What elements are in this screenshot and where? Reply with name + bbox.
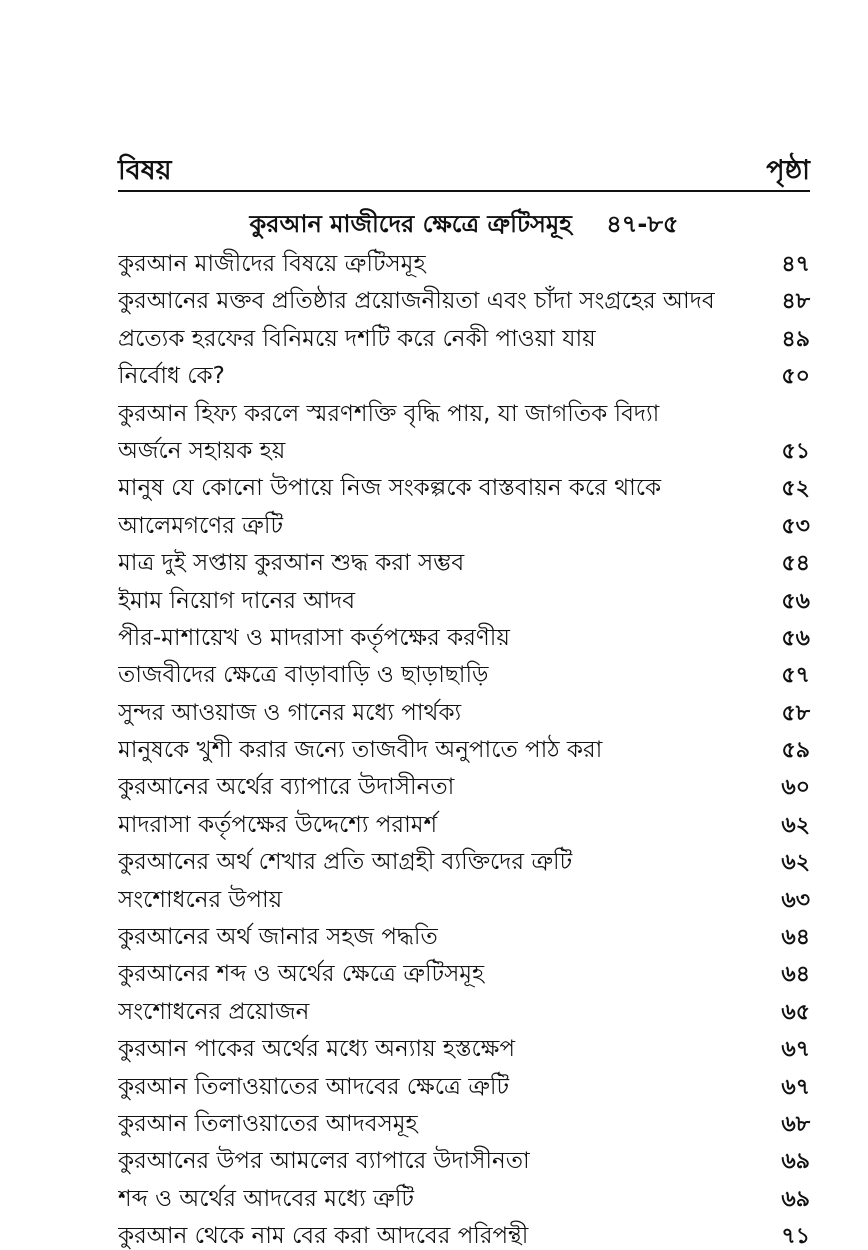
toc-entry (118, 1106, 810, 1143)
toc-entry-title (118, 732, 740, 769)
toc-entry-title (118, 358, 740, 395)
toc-entry (118, 1069, 810, 1106)
page-column-label: পৃষ্ঠা (766, 155, 810, 186)
toc-entry (118, 1031, 810, 1068)
toc-entry (118, 956, 810, 993)
toc-entry-title (118, 1069, 740, 1106)
toc-entry-title-line: মাত্র দুই সপ্তায় কুরআন শুদ্ধ করা সম্ভব (118, 550, 465, 577)
toc-entry-page: ৫৯ (781, 738, 810, 764)
section-heading (118, 206, 810, 242)
toc-entry-title (118, 396, 740, 471)
toc-entry-title (118, 1181, 740, 1218)
toc-entry (118, 695, 810, 732)
toc-entry-page: ৬৮ (781, 1111, 810, 1137)
toc-entry (118, 1218, 810, 1250)
toc-entry-page: ৬৩ (781, 887, 810, 913)
toc-entry-page: ৬২ (781, 850, 810, 876)
toc-entry-title (118, 470, 740, 507)
toc-entry-title-line: সুন্দর আওয়াজ ও গানের মধ্যে পার্থক্য (118, 699, 462, 726)
toc-entry-title-line: নির্বোধ কে? (118, 363, 225, 390)
section-page-range: ৪৭-৮৫ (606, 210, 679, 238)
toc-entry (118, 882, 810, 919)
toc-entry-page: ৫৭ (781, 663, 810, 689)
toc-entries (118, 246, 810, 1250)
toc-entry (118, 283, 810, 320)
toc-entry-title-line: কুরআনের মক্তব প্রতিষ্ঠার প্রয়োজনীয়তা এবং চাঁদা সংগ্রহের আদব (118, 288, 715, 315)
toc-entry-page: ৭১ (781, 1224, 810, 1250)
toc-entry-title (118, 283, 740, 320)
toc-entry-title-line: ইমাম নিয়োগ দানের আদব (118, 587, 356, 614)
toc-entry (118, 1143, 810, 1180)
toc-entry-title-line: কুরআন তিলাওয়াতের আদবের ক্ষেত্রে ত্রুটি (118, 1073, 510, 1100)
toc-entry-title-line: কুরআন পাকের অর্থের মধ্যে অন্যায় হস্তক্ষেপ (118, 1036, 516, 1063)
toc-entry-title (118, 695, 740, 732)
toc-entry-title (118, 919, 740, 956)
toc-entry (118, 583, 810, 620)
toc-entry-title (118, 1218, 740, 1250)
toc-entry (118, 545, 810, 582)
toc-entry-page: ৪৮ (781, 289, 810, 315)
toc-entry-title-line: সংশোধনের উপায় (118, 886, 283, 913)
toc-entry-page: ৫৮ (781, 700, 810, 726)
toc-entry-title (118, 844, 740, 881)
toc-entry-title-line: শব্দ ও অর্থের আদবের মধ্যে ত্রুটি (118, 1185, 414, 1212)
toc-entry (118, 246, 810, 283)
toc-entry-page: ৬৯ (781, 1186, 810, 1212)
header-divider (118, 190, 810, 192)
toc-entry-title-line: মানুষকে খুশী করার জন্যে তাজবীদ অনুপাতে পাঠ করা (118, 737, 603, 764)
toc-entry-title-line: কুরআনের শব্দ ও অর্থের ক্ষেত্রে ত্রুটিসমূহ (118, 961, 485, 988)
toc-entry-title (118, 1106, 740, 1143)
toc-entry-page: ৬০ (781, 775, 810, 801)
toc-entry-title-line: মানুষ যে কোনো উপায়ে নিজ সংকল্পকে বাস্তবায়ন করে থাকে (118, 475, 662, 502)
toc-entry-title (118, 1143, 740, 1180)
toc-entry-page: ৬৭ (781, 1074, 810, 1100)
toc-entry (118, 1181, 810, 1218)
toc-entry-page: ৪৯ (781, 326, 810, 352)
toc-entry-page: ৫৬ (781, 588, 810, 614)
toc-entry-page: ৫৩ (781, 513, 810, 539)
toc-entry-title (118, 1031, 740, 1068)
toc-entry (118, 470, 810, 507)
toc-entry (118, 807, 810, 844)
toc-entry (118, 919, 810, 956)
toc-entry-page: ৬৫ (781, 999, 810, 1025)
toc-entry (118, 508, 810, 545)
toc-entry-page: ৬৭ (781, 1037, 810, 1063)
toc-entry-title-line: কুরআনের অর্থ শেখার প্রতি আগ্রহী ব্যক্তিদের ত্রুটি (118, 849, 573, 876)
toc-entry-title-line: কুরআন তিলাওয়াতের আদবসমূহ (118, 1111, 418, 1137)
toc-entry-title (118, 620, 740, 657)
toc-entry-page: ৬২ (781, 812, 810, 838)
toc-entry-page: ৫১ (781, 438, 810, 464)
toc-entry-title-line: কুরআন থেকে নাম বের করা আদবের পরিপন্থী (118, 1223, 529, 1250)
toc-entry-page: ৪৭ (781, 251, 810, 277)
toc-entry-title (118, 508, 740, 545)
toc-entry-page: ৬৪ (781, 962, 810, 988)
toc-entry-title-line: কুরআনের উপর আমলের ব্যাপারে উদাসীনতা (118, 1148, 530, 1175)
toc-entry (118, 358, 810, 395)
toc-entry-title-line: কুরআনের অর্থের ব্যাপারে উদাসীনতা (118, 774, 455, 801)
toc-entry-title (118, 807, 740, 844)
toc-entry (118, 321, 810, 358)
toc-entry-title (118, 956, 740, 993)
toc-entry-title (118, 583, 740, 620)
toc-entry-title-line: কুরআন মাজীদের বিষয়ে ত্রুটিসমূহ (118, 251, 426, 277)
toc-entry-page: ৫২ (781, 476, 810, 502)
toc-entry-title (118, 657, 740, 694)
toc-entry-title (118, 882, 740, 919)
toc-entry-title-line: সংশোধনের প্রয়োজন (118, 998, 310, 1025)
toc-entry-page: ৫৬ (781, 625, 810, 651)
toc-entry-title-line: আলেমগণের ত্রুটি (118, 512, 283, 539)
toc-entry (118, 620, 810, 657)
toc-header (118, 150, 810, 188)
toc-entry-page: ৫০ (781, 364, 810, 390)
toc-entry-page: ৫৪ (781, 551, 810, 577)
toc-entry-title-line: পীর-মাশায়েখ ও মাদরাসা কর্তৃপক্ষের করণীয় (118, 624, 510, 651)
toc-entry (118, 994, 810, 1031)
toc-entry-title (118, 321, 740, 358)
toc-entry-title-line: মাদরাসা কর্তৃপক্ষের উদ্দেশ্যে পরামর্শ (118, 811, 438, 838)
topic-column-label: বিষয় (118, 155, 172, 186)
toc-entry (118, 732, 810, 769)
toc-entry (118, 657, 810, 694)
toc-entry-page: ৬৪ (781, 925, 810, 951)
toc-entry-title (118, 994, 740, 1031)
toc-entry (118, 396, 810, 471)
section-title: কুরআন মাজীদের ক্ষেত্রে ত্রুটিসমূহ (249, 210, 572, 238)
toc-entry-title-line: কুরআনের অর্থ জানার সহজ পদ্ধতি (118, 924, 438, 951)
toc-entry-page: ৬৯ (781, 1149, 810, 1175)
toc-entry-title-line: কুরআন হিফ্য করলে স্মরণশক্তি বৃদ্ধি পায়, যা জাগতিক বিদ্যা (118, 400, 660, 427)
toc-entry-title (118, 545, 740, 582)
toc-entry (118, 844, 810, 881)
toc-entry-title (118, 246, 740, 283)
toc-entry-title-line: প্রত্যেক হরফের বিনিময়ে দশটি করে নেকী পাওয়া যায় (118, 325, 596, 352)
toc-entry-title (118, 769, 740, 806)
toc-entry-title-line: অর্জনে সহায়ক হয় (118, 437, 286, 464)
toc-entry-title-line: তাজবীদের ক্ষেত্রে বাড়াবাড়ি ও ছাড়াছাড়ি (118, 662, 489, 689)
toc-entry (118, 769, 810, 806)
